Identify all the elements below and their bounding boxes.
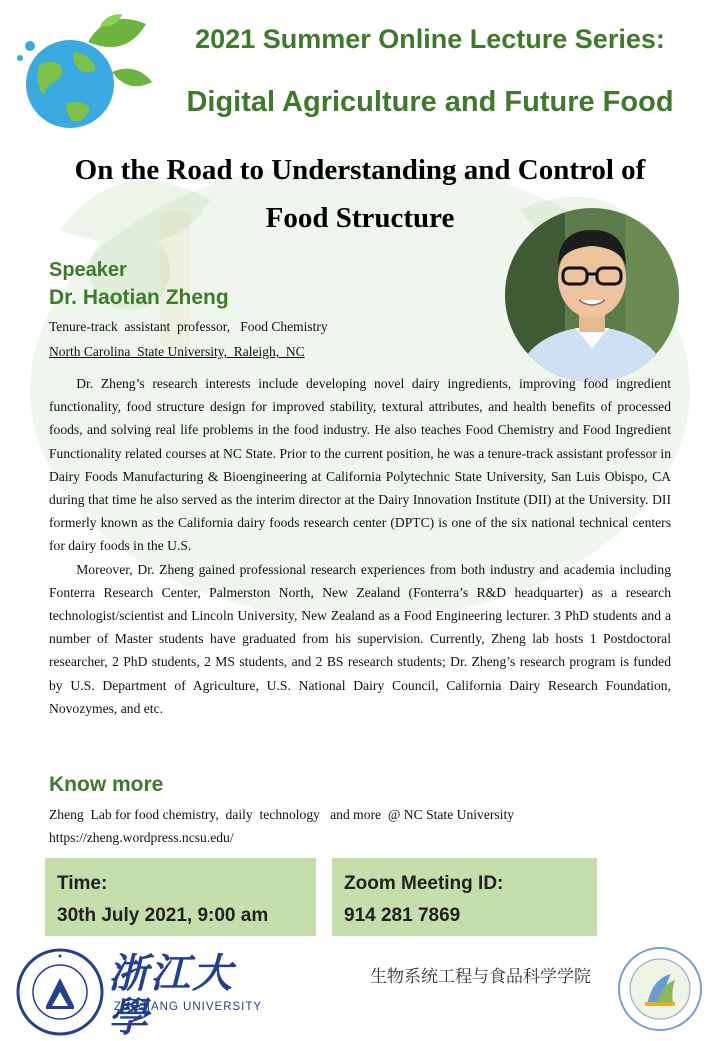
speaker-name: Dr. Haotian Zheng [49,286,229,309]
zhejiang-university-logotype: 浙江大學 [108,950,234,1041]
college-name: 生物系统工程与食品科学学院 [370,967,591,987]
talk-title-line: Food Structure [265,202,455,234]
zhejiang-university-seal-icon [16,948,104,1036]
series-subtitle: Digital Agriculture and Future Food [186,86,674,118]
speaker-portrait [505,208,679,382]
know-more-heading: Know more [49,773,164,796]
time-box [45,858,316,936]
speaker-position: Tenure-track assistant professor, Food Chemistry [49,319,328,334]
bio-paragraph: Moreover, Dr. Zheng gained professional research experiences from both industry and academia including Fonterra Research Center, Palmerston North, New Zealand (Fonterra’s R&D headquarter) as a research technologist/scientist and Lincoln University, New Zealand as a Food Engineering lecturer. 3 PhD students and a number of Master students have graduated from his supervision. Currently, Zheng lab hosts 1 Postdoctoral researcher, 2 PhD students, 2 MS students, and 2 BS research students; Dr. Zheng’s research program is funded by U.S. Department of Agriculture, U.S. National Dairy Council, California Dairy Research Foundation, Novozymes, and etc. [49,561,671,716]
zoom-box [332,858,597,936]
talk-title-line: On the Road to Understanding and Control of [74,154,646,186]
know-more-description: Zheng Lab for food chemistry, daily technology and more @ NC State University [49,807,515,822]
befs-college-seal-icon [617,946,703,1032]
zhejiang-university-name: ZHEJIANG UNIVERSITY [114,1001,263,1013]
lab-website-link[interactable]: https://zheng.wordpress.ncsu.edu/ [49,830,234,845]
speaker-biography [49,372,671,720]
zoom-meeting-id: 914 281 7869 [344,905,461,926]
zoom-label: Zoom Meeting ID: [344,873,504,894]
series-title: 2021 Summer Online Lecture Series: [195,24,665,54]
globe-with-leaves-icon [8,12,158,130]
time-label: Time: [57,873,108,894]
speaker-heading: Speaker [49,259,127,281]
bio-paragraph: Dr. Zheng’s research interests include developing novel dairy ingredients, improving food ingredient functionality, food structure design for improved stability, textural attributes, and health benefits of processed foods, and solving real life problems in the food industry. He also teaches Food Chemistry and Food Ingredient Functionality related courses at NC State. Prior to the current position, he was a tenure-track assistant professor in Dairy Foods Manufacturing & Bioengineering at California Polytechnic State University, San Luis Obispo, CA during that time he also served as the interim director at the Dairy Innovation Institute (DII) at the University. DII formerly known as the California dairy foods research center (DPTC) is one of the six national technical centers for dairy foods in the U.S. [49,376,671,554]
time-value: 30th July 2021, 9:00 am [57,905,269,926]
speaker-institution: North Carolina State University, Raleigh, NC [49,344,305,359]
